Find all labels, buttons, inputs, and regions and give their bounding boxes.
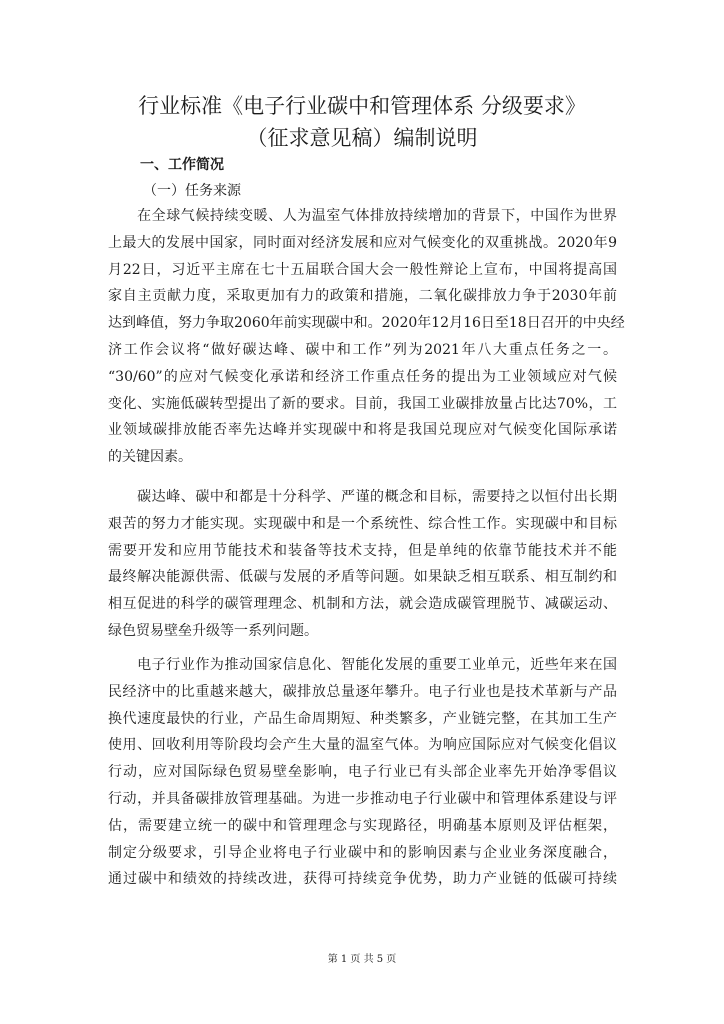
paragraph-line: 碳达峰、碳中和都是十分科学、严谨的概念和目标，需要持之以恒付出长期 [108, 489, 617, 505]
paragraph-line: 相互促进的科学的碳管理理念、机制和方法，就会造成碳管理脱节、减碳运动、 [108, 596, 617, 613]
document-title-line-2: （征求意见稿）编制说明 [246, 126, 478, 150]
paragraph-line: 上最大的发展中国家，同时面对经济发展和应对气候变化的双重挑战。2020年9 [108, 234, 617, 251]
page-footer: 第 1 页 共 5 页 [327, 954, 397, 965]
section-heading: 一、工作简况 [140, 157, 224, 173]
paragraph-line: “30/60”的应对气候变化承诺和经济工作重点任务的提出为工业领域应对气候 [108, 368, 617, 385]
paragraph-line: 在全球气候持续变暖、人为温室气体排放持续增加的背景下，中国作为世界 [108, 208, 617, 224]
document-title-line-1: 行业标准《电子行业碳中和管理体系 分级要求》 [138, 94, 586, 118]
paragraph-line: 变化、实施低碳转型提出了新的要求。目前，我国工业碳排放量占比达70%，工 [108, 395, 617, 412]
paragraph-line: 业领域碳排放能否率先达峰并实现碳中和将是我国兑现应对气候变化国际承诺 [108, 422, 617, 439]
paragraph-line: 通过碳中和绩效的持续改进，获得可持续竞争优势，助力产业链的低碳可持续 [108, 871, 617, 888]
paragraph-line: 换代速度最快的行业，产品生命周期短、种类繁多，产业链完整，在其加工生产 [108, 710, 617, 727]
paragraph-line: 需要开发和应用节能技术和装备等技术支持，但是单纯的依靠节能技术并不能 [108, 542, 617, 559]
paragraph-line: 家自主贡献力度，采取更加有力的政策和措施，二氧化碳排放力争于2030年前 [108, 288, 617, 305]
paragraph-line: 艰苦的努力才能实现。实现碳中和是一个系统性、综合性工作。实现碳中和目标 [108, 515, 617, 532]
paragraph-1 [108, 203, 625, 471]
paragraph-line: 民经济中的比重越来越大，碳排放总量逐年攀升。电子行业也是技术革新与产品 [108, 683, 617, 700]
paragraph-line: 月22日，习近平主席在七十五届联合国大会一般性辩论上宣布，中国将提高国 [108, 261, 617, 278]
paragraph-line: 估，需要建立统一的碳中和管理理念与实现路径，明确基本原则及评估框架， [108, 817, 617, 834]
paragraph-line: 电子行业作为推动国家信息化、智能化发展的重要工业单元，近些年来在国 [108, 657, 617, 673]
paragraph-line: 使用、回收利用等阶段均会产生大量的温室气体。为响应国际应对气候变化倡议 [108, 737, 617, 754]
paragraph-line: 的关键因素。 [108, 449, 192, 466]
paragraph-line: 制定分级要求，引导企业将电子行业碳中和的影响因素与企业业务深度融合， [108, 844, 617, 861]
paragraph-line: 行动，应对国际绿色贸易壁垒影响，电子行业已有头部企业率先开始净零倡议 [108, 764, 617, 781]
paragraph-line: 行动，并具备碳排放管理基础。为进一步推动电子行业碳中和管理体系建设与评 [108, 790, 617, 807]
paragraph-2 [108, 484, 617, 645]
paragraph-line: 达到峰值，努力争取2060年前实现碳中和。2020年12月16日至18日召开的中央经 [108, 315, 625, 332]
paragraph-line: 最终解决能源供需、低碳与发展的矛盾等问题。如果缺乏相互联系、相互制约和 [108, 569, 617, 586]
paragraph-line: 济工作会议将“做好碳达峰、碳中和工作”列为2021年八大重点任务之一。 [108, 341, 617, 358]
paragraph-line: 绿色贸易壁垒升级等一系列问题。 [108, 622, 318, 639]
paragraph-3 [108, 652, 617, 893]
subsection-heading: （一）任务来源 [143, 183, 241, 199]
